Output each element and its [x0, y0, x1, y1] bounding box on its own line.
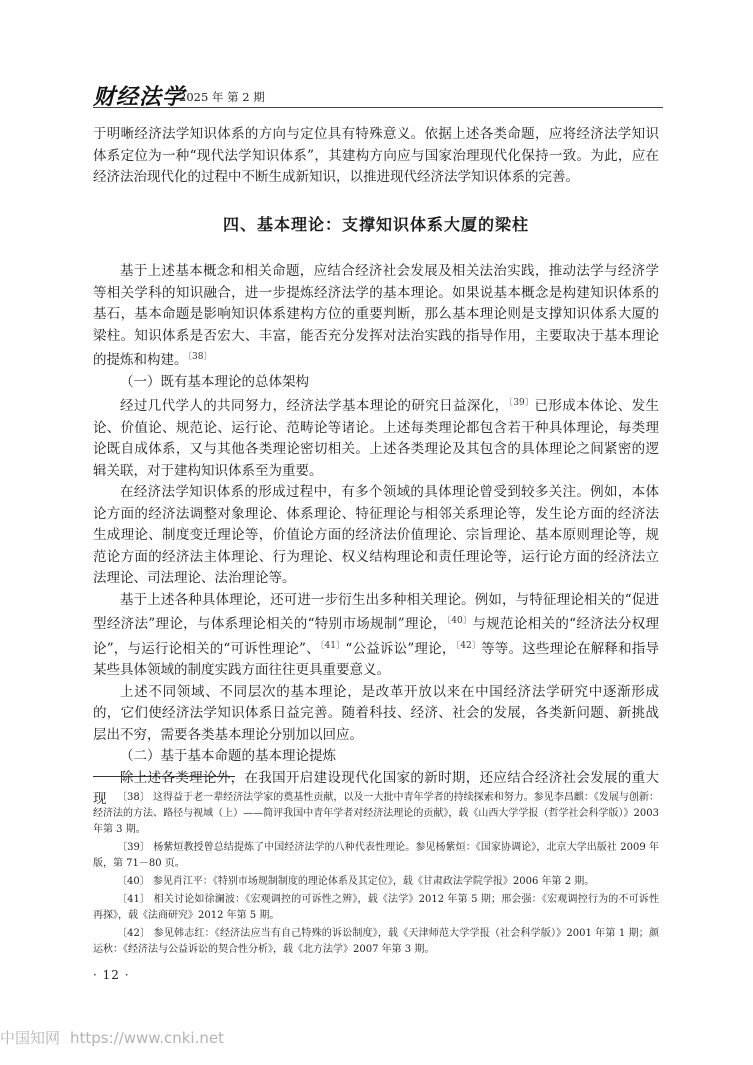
header-rule [93, 107, 663, 108]
intro-paragraph: 于明晰经济法学知识体系的方向与定位具有特殊意义。依据上述各类命题，应将经济法学知识体系定位为一种“现代法学知识体系”，其建构方向应与国家治理现代化保持一致。为此，应在经济法治现代化的过程中不断生成新知识，以推进现代经济法学知识体系的完善。 [93, 126, 659, 185]
watermark-url[interactable]: https://www.cnki.net [70, 1029, 224, 1047]
footnote-ref-40[interactable]: 〔40〕 [446, 616, 473, 626]
main-text [93, 261, 659, 811]
subheading-1: （一）既有基本理论的总体架构 [120, 373, 309, 390]
footnotes [93, 790, 659, 960]
footnote-ref-39[interactable]: 〔39〕 [508, 398, 535, 408]
footnote-40: 〔40〕 参见肖江平：《特别市场规制制度的理论体系及其定位》，载《甘肃政法学院学报》2006 年第 2 期。 [117, 876, 595, 887]
paragraph-3: 在经济法学知识体系的形成过程中，有多个领域的具体理论曾受到较多关注。例如，本体论方面的经济法调整对象理论、体系理论、特征理论与相邻关系理论等，发生论方面的经济法生成理论、制度变迁理论等，价值论方面的经济法价值理论、宗旨理论、基本原则理论等，规范论方面的经济法主体理论、行为理论、权义结构理论和责任理论等，运行论方面的经济法立法理论、司法理论、法治理论等。 [93, 484, 659, 586]
footnote-ref-42[interactable]: 〔42〕 [455, 640, 482, 651]
footnote-ref-38[interactable]: 〔38〕 [187, 352, 213, 362]
footnote-41: 〔41〕 相关讨论如徐澜波：《宏观调控的可诉性之辨》，载《法学》2012 年第 5 期；邢会强：《宏观调控行为的不可诉性再探》，载《法商研究》2012 年第 5 期。 [93, 894, 659, 921]
cnki-watermark [0, 1027, 234, 1048]
issue-info: 2025 年 第 2 期 [179, 90, 265, 104]
section-heading: 四、基本理论：支撑知识体系大厦的梁柱 [222, 215, 529, 234]
watermark-brand: 中国知网 [0, 1029, 61, 1047]
footnote-ref-41[interactable]: 〔41〕 [319, 640, 346, 651]
footnote-38: 〔38〕 这得益于老一辈经济法学家的奠基性贡献，以及一大批中青年学者的持续探索和努力。参见李昌麒：《发展与创新：经济法的方法、路径与视域（上）——简评我国中青年学者对经济法理论的贡献》，载《山西大学学报（哲学社会科学版）》2003 年第 3 期。 [93, 792, 659, 835]
footnote-39: 〔39〕 杨紫烜教授曾总结提炼了中国经济法学的八种代表性理论。参见杨紫烜：《国家协调论》，北京大学出版社 2009 年版，第 71－80 页。 [93, 842, 659, 869]
page-number: · 12 · [93, 968, 130, 982]
paragraph-1: 基于上述基本概念和相关命题，应结合经济社会发展及相关法治实践，推动法学与经济学等相关学科的知识融合，进一步提炼经济法学的基本理论。如果说基本概念是构建知识体系的基石，基本命题是影响知识体系建构方位的重要判断，那么基本理论则是支撑知识体系大厦的梁柱。知识体系是否宏大、丰富，能否充分发挥对法治实践的指导作用，主要取决于基本理论的提炼和构建。$^{〔38〕}$ [93, 263, 659, 368]
journal-logo: 财经法学 [93, 84, 186, 110]
intro-block [93, 124, 659, 189]
paragraph-6: 除上述各类理论外，在我国开启建设现代化国家的新时期，还应结合经济社会发展的重大现 [93, 769, 659, 807]
page-header [93, 78, 663, 110]
paragraph-4: 基于上述各种具体理论，还可进一步衍生出多种相关理论。例如，与特征理论相关的“促进型经济法”理论，与体系理论相关的“特别市场规制”理论，$^{〔40〕}$与规范论相关的“经济法分权理论”，与运行论相关的“可诉性理论”、$^{〔41〕}$“公益诉讼”理论，$^{〔42〕}$等等。这些理论在解释和指导某些具体领域的制度实践方面往往更具重要意义。 [93, 591, 660, 678]
subheading-2: （二）基于基本命题的基本理论提炼 [120, 748, 336, 764]
paragraph-5: 上述不同领域、不同层次的基本理论，是改革开放以来在中国经济法学研究中逐渐形成的，它们使经济法学知识体系日益完善。随着科技、经济、社会的发展，各类新问题、新挑战层出不穷，需要各类基本理论分别加以回应。 [93, 683, 659, 743]
paragraph-2: 经过几代学人的共同努力，经济法学基本理论的研究日益深化，$^{〔39〕}$已形成本体论、发生论、价值论、规范论、运行论、范畴论等诸论。上述每类理论都包含若干种具体理论，每类理论既自成体系，又与其他各类理论密切相关。上述各类理论及其包含的具体理论之间紧密的逻辑关联，对于建构知识体系至为重要。 [93, 398, 660, 479]
footnote-42: 〔42〕 参见韩志红：《经济法应当有自己特殊的诉讼制度》，载《天津师范大学学报（社会科学版）》2001 年第 1 期；颜运秋：《经济法与公益诉讼的契合性分析》，载《北方法学》2007 年第 3 期。 [93, 928, 659, 955]
footnote-rule [93, 776, 235, 777]
